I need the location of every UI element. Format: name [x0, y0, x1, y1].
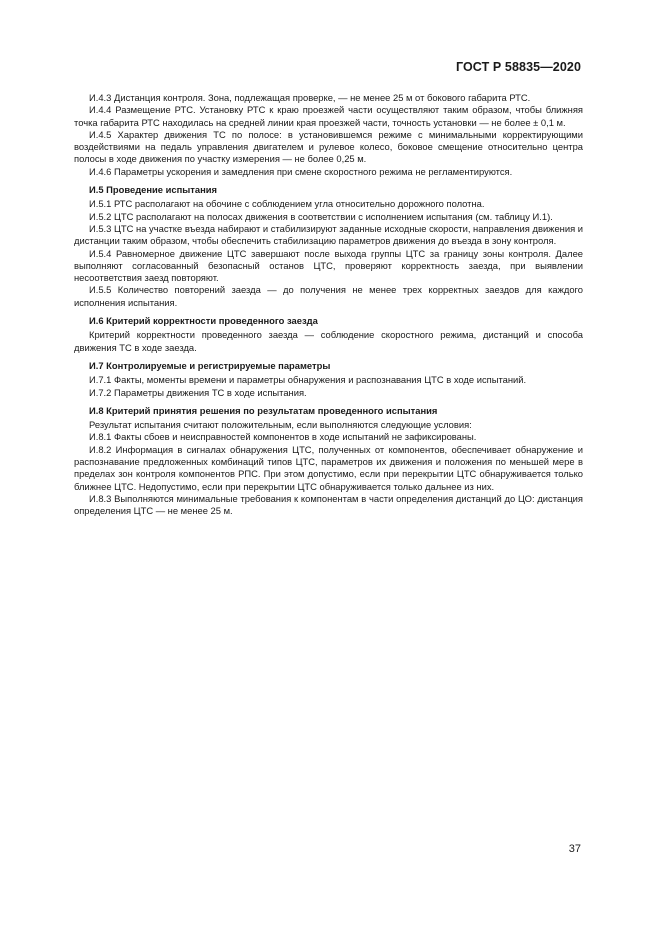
- page-number: 37: [568, 843, 581, 855]
- document-body: [74, 92, 583, 518]
- paragraph-i-8-2: И.8.2 Информация в сигналах обнаружения ЦТС, полученных от компонентов, обеспечивает обнаружение и распознавание предложенных комбинаций типов ЦТС, параметров их движения и положения по меньшей мере в пределах зон контроля компонентов РПС. При этом допустимо, если при перекрытии ЦТС обнаруживается только ближнее ЦТС. Недопустимо, если при перекрытии ЦТС обнаруживается только дальнее из них.: [74, 443, 583, 492]
- paragraph-i-7-2: И.7.2 Параметры движения ТС в ходе испытания.: [89, 386, 307, 398]
- paragraph-i-4-3: И.4.3 Дистанция контроля. Зона, подлежащая проверке, — не менее 25 м от бокового габарита РТС.: [89, 92, 531, 103]
- paragraph-i-5-1: И.5.1 РТС располагают на обочине с соблюдением угла относительно дорожного полотна.: [89, 198, 485, 210]
- paragraph-i-8-3: И.8.3 Выполняются минимальные требования к компонентам в части определения дистанций до ЦО: дистанция определения ЦТС — не менее 25 м.: [74, 492, 583, 517]
- paragraph-i-8-1: И.8.1 Факты сбоев и неисправностей компонентов в ходе испытаний не зафиксированы.: [89, 431, 477, 443]
- paragraph-i-8-intro: Результат испытания считают положительным, если выполняются следующие условия:: [89, 419, 472, 431]
- paragraph-i-6-text: Критерий корректности проведенного заезда — соблюдение скоростного режима, дистанций и способа движения ТС в ходе заезда.: [74, 329, 583, 353]
- paragraph-i-7-1: И.7.1 Факты, моменты времени и параметры обнаружения и распознавания ЦТС в ходе испытаний.: [89, 374, 527, 386]
- document-code-header: ГОСТ Р 58835—2020: [455, 60, 581, 74]
- section-heading-i-8: И.8 Критерий принятия решения по результатам проведенного испытания: [89, 404, 438, 416]
- paragraph-i-5-4: И.5.4 Равномерное движение ЦТС завершают после выхода группы ЦТС за границу зоны контроля. Далее выполняют согласованный безопасный останов ЦТС, проверяют корректность заезда, при выявлении несоответствия заезд повторяют.: [74, 247, 583, 284]
- paragraph-i-5-2: И.5.2 ЦТС располагают на полосах движения в соответствии с исполнением испытания (см. таблицу И.1).: [89, 210, 553, 222]
- section-heading-i-5: И.5 Проведение испытания: [89, 184, 217, 196]
- section-heading-i-7: И.7 Контролируемые и регистрируемые параметры: [89, 359, 331, 371]
- paragraph-i-4-4: И.4.4 Размещение РТС. Установку РТС к краю проезжей части осуществляют таким образом, чтобы ближняя точка габарита РТС находилась на средней линии края проезжей части, точность установки — не более ± 0,1 м.: [74, 104, 583, 128]
- paragraph-i-5-5: И.5.5 Количество повторений заезда — до получения не менее трех корректных заездов для каждого исполнения испытания.: [74, 284, 583, 308]
- paragraph-i-5-3: И.5.3 ЦТС на участке въезда набирают и стабилизируют заданные исходные скорости, направления движения и дистанции таким образом, чтобы обеспечить стабилизацию параметров движения до въезда в зону контроля.: [74, 222, 583, 247]
- paragraph-i-4-5: И.4.5 Характер движения ТС по полосе: в установившемся режиме с минимальными корректирующими воздействиями на педаль управления двигателем и рулевое колесо, боковое смещение относительно центра полосы в ходе движения по участку измерения — не более 0,25 м.: [74, 128, 583, 165]
- paragraph-i-4-6: И.4.6 Параметры ускорения и замедления при смене скоростного режима не регламентируются.: [89, 165, 513, 177]
- section-heading-i-6: И.6 Критерий корректности проведенного заезда: [89, 315, 318, 327]
